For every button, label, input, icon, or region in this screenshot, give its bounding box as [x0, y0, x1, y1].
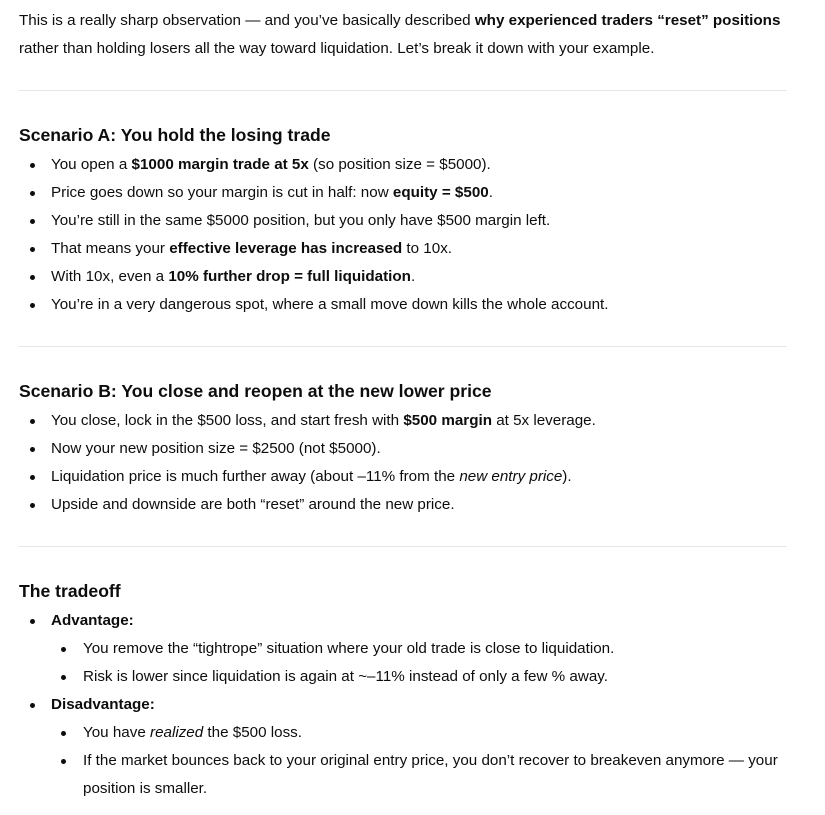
sub-list-item-text: Risk is lower since liquidation is again at ~–11% instead of only a few % away.: [83, 668, 608, 685]
list-item-text: ).: [562, 468, 572, 485]
sub-list-item-text: You have: [83, 724, 151, 741]
disadvantage-label: Disadvantage:: [51, 696, 155, 713]
bullet-icon: [61, 731, 66, 736]
advantage-label: Advantage:: [51, 612, 134, 629]
tradeoff-list: [19, 607, 787, 803]
list-item-text: You close, lock in the $500 loss, and start fresh with: [51, 412, 404, 429]
section-divider: [19, 546, 787, 547]
list-item-bold-text: equity = $500: [392, 184, 489, 201]
list-item-text: With 10x, even a: [51, 268, 169, 285]
list-item-bold-text: $500 margin: [403, 412, 492, 429]
list-item: [19, 235, 787, 263]
bullet-icon: [30, 191, 35, 196]
list-item-bold-text: effective leverage has increased: [169, 240, 403, 257]
list-item: [19, 491, 787, 519]
list-item: [19, 151, 787, 179]
bullet-icon: [30, 247, 35, 252]
bullet-icon: [30, 303, 35, 308]
list-item-text: to 10x.: [402, 240, 453, 257]
list-item: [19, 263, 787, 291]
list-item-text: That means your: [51, 240, 170, 257]
list-item-bold-text: 10% further drop = full liquidation: [168, 268, 411, 285]
bullet-icon: [30, 619, 35, 624]
sub-list-item: [51, 747, 787, 803]
list-item-text: .: [410, 268, 416, 285]
disadvantage-item: [19, 691, 787, 803]
bullet-icon: [30, 703, 35, 708]
list-item-text: .: [488, 184, 493, 201]
sub-list-item-text: If the market bounces back to your original entry price, you don’t recover to breakeven anymore — your position is smaller.: [83, 752, 778, 797]
list-item-text: You open a: [51, 156, 132, 173]
list-item-text: Now your new position size = $2500 (not $5000).: [51, 440, 381, 457]
intro-text: This is a really sharp observation — and you’ve basically described: [19, 12, 475, 29]
list-item-text: You’re in a very dangerous spot, where a small move down kills the whole account.: [51, 296, 609, 313]
disadvantage-sublist: [51, 719, 787, 803]
list-item: [19, 463, 787, 491]
tradeoff-heading: The tradeoff: [19, 581, 121, 601]
bullet-icon: [61, 647, 66, 652]
list-item-bold-text: $1000 margin trade at 5x: [131, 156, 309, 173]
list-item: [19, 291, 787, 319]
list-item-text: Price goes down so your margin is cut in half: now: [51, 184, 393, 201]
bullet-icon: [61, 759, 66, 764]
list-item: [19, 435, 787, 463]
sub-list-item-text: You remove the “tightrope” situation where your old trade is close to liquidation.: [83, 640, 615, 657]
scenario-a-list: [19, 151, 787, 319]
list-item-text: You’re still in the same $5000 position, but you only have $500 margin left.: [51, 212, 551, 229]
list-item-text: at 5x leverage.: [491, 412, 596, 429]
sub-list-item-italic-text: realized: [150, 724, 204, 741]
sub-list-item: [51, 719, 787, 747]
scenario-b-heading: Scenario B: You close and reopen at the new lower price: [19, 381, 492, 401]
advantage-item: [19, 607, 787, 691]
sub-list-item: [51, 635, 787, 663]
list-item: [19, 207, 787, 235]
bullet-icon: [30, 503, 35, 508]
sub-list-item: [51, 663, 787, 691]
bullet-icon: [30, 163, 35, 168]
list-item: [19, 179, 787, 207]
section-divider: [19, 90, 787, 91]
list-item-text: (so position size = $5000).: [308, 156, 491, 173]
section-divider: [19, 346, 787, 347]
bullet-icon: [30, 475, 35, 480]
advantage-sublist: [51, 635, 787, 691]
intro-paragraph: [19, 7, 789, 63]
intro-text: rather than holding losers all the way toward liquidation. Let’s break it down with your example.: [19, 40, 655, 57]
list-item-italic-text: new entry price: [459, 468, 563, 485]
intro-bold-text: why experienced traders “reset” positions: [474, 12, 781, 29]
list-item-text: Liquidation price is much further away (about –11% from the: [51, 468, 460, 485]
list-item: [19, 407, 787, 435]
bullet-icon: [30, 447, 35, 452]
bullet-icon: [30, 419, 35, 424]
bullet-icon: [30, 275, 35, 280]
sub-list-item-text: the $500 loss.: [203, 724, 302, 741]
scenario-b-list: [19, 407, 787, 519]
bullet-icon: [61, 675, 66, 680]
scenario-a-heading: Scenario A: You hold the losing trade: [19, 125, 331, 145]
bullet-icon: [30, 219, 35, 224]
list-item-text: Upside and downside are both “reset” around the new price.: [51, 496, 455, 513]
